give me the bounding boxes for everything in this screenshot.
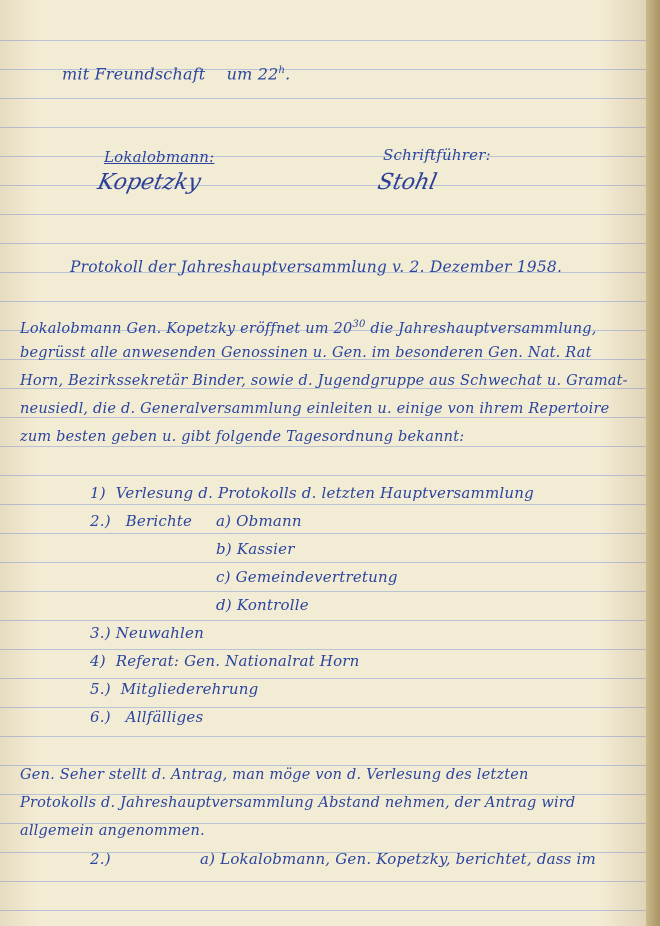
intro-line-2: begrüsst alle anwesenden Genossinen u. Gen. im besonderen Gen. Nat. Rat	[20, 345, 592, 361]
closing-line: mit Freundschaft um 22$^h$.	[62, 64, 291, 84]
report-line: a) Lokalobmann, Gen. Kopetzky, berichtet, dass im	[200, 850, 596, 868]
motion-line-3: allgemein angenommen.	[20, 823, 205, 839]
lokalobmann-signature: Kopetzky	[95, 170, 204, 195]
intro-line-4: neusiedl, die d. Generalversammlung einleiten u. einige von ihrem Repertoire	[20, 401, 610, 417]
agenda-sub-d: d) Kontrolle	[216, 596, 309, 614]
closing-prefix: mit Freundschaft	[62, 64, 206, 84]
agenda-item-5: 5.) Mitgliederehrung	[90, 680, 259, 698]
schriftfuehrer-label: Schriftführer:	[383, 146, 491, 164]
motion-line-2: Protokolls d. Jahreshauptversammlung Abstand nehmen, der Antrag wird	[20, 795, 576, 811]
motion-line-1: Gen. Seher stellt d. Antrag, man möge von d. Verlesung des letzten	[20, 767, 529, 783]
intro-line-1: Lokalobmann Gen. Kopetzky eröffnet um $20^{30}$ die Jahreshauptversammlung,	[20, 319, 597, 337]
closing-time-sup: h	[278, 65, 286, 76]
agenda-item-3: 3.) Neuwahlen	[90, 624, 204, 642]
agenda-sub-b: b) Kassier	[216, 540, 295, 558]
document-title: Protokoll der Jahreshauptversammlung v. 2. Dezember 1958.	[70, 258, 563, 276]
intro-line-5: zum besten geben u. gibt folgende Tagesordnung bekannt:	[20, 429, 465, 445]
page-edge	[646, 0, 660, 926]
intro-line-3: Horn, Bezirkssekretär Binder, sowie d. Jugendgruppe aus Schwechat u. Gramat-	[20, 373, 628, 389]
agenda-item-1: 1) Verlesung d. Protokolls d. letzten Hauptversammlung	[90, 484, 534, 502]
report-num: 2.)	[90, 850, 111, 868]
agenda-item-4: 4) Referat: Gen. Nationalrat Horn	[90, 652, 360, 670]
lokalobmann-label: Lokalobmann:	[104, 148, 215, 166]
closing-time: um 22	[226, 64, 279, 84]
agenda-sub-a: a) Obmann	[216, 512, 302, 530]
agenda-sub-c: c) Gemeindevertretung	[216, 568, 398, 586]
agenda-item-2: 2.) Berichte	[90, 512, 193, 530]
schriftfuehrer-signature: Stohl	[375, 170, 440, 195]
agenda-item-6: 6.) Allfälliges	[90, 708, 204, 726]
